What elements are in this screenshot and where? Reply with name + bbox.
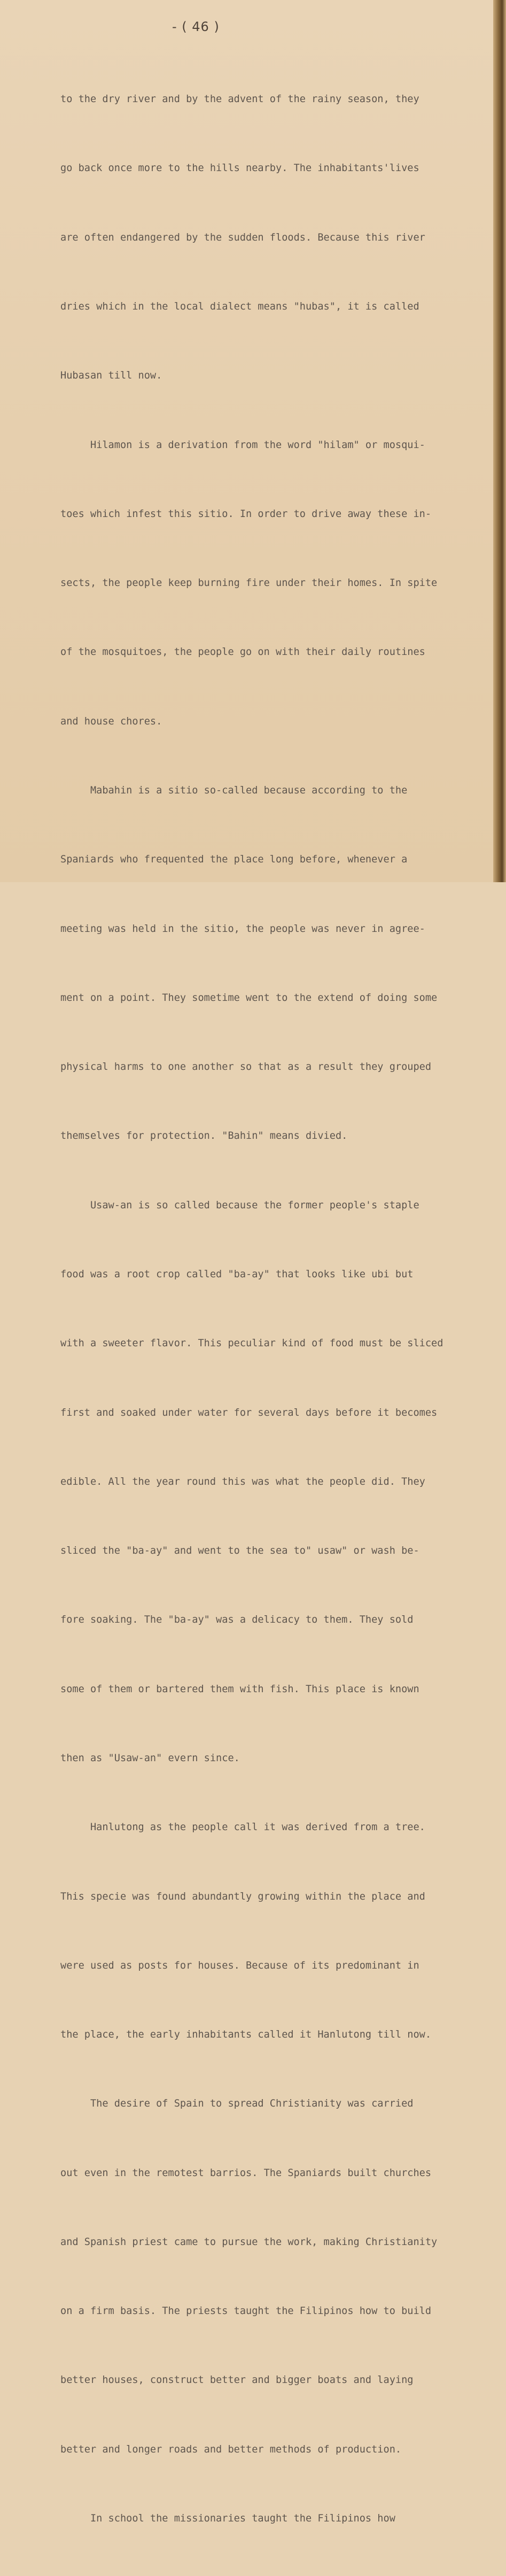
text-line: Spaniards who frequented the place long before, whenever a bbox=[60, 854, 408, 866]
text-line: to the dry river and by the advent of the rainy season, they bbox=[60, 94, 419, 105]
text-line: The desire of Spain to spread Christianity was carried bbox=[60, 2098, 414, 2110]
text-line: physical harms to one another so that as a result they grouped bbox=[60, 1061, 432, 1073]
text-line: themselves for protection. "Bahin" means divied. bbox=[60, 1130, 348, 1142]
text-line: meeting was held in the sitio, the people was never in agree- bbox=[60, 923, 425, 935]
body-text bbox=[60, 42, 499, 2576]
text-line: are often endangered by the sudden floods. Because this river bbox=[60, 232, 425, 243]
text-line: edible. All the year round this was what the people did. They bbox=[60, 1476, 425, 1487]
page-number: - ( 46 ) bbox=[172, 19, 220, 34]
text-line: on a firm basis. The priests taught the Filipinos how to build bbox=[60, 2305, 432, 2317]
text-line: go back once more to the hills nearby. The inhabitants'lives bbox=[60, 163, 419, 174]
text-line: the place, the early inhabitants called it Hanlutong till now. bbox=[60, 2029, 432, 2041]
text-line: better and longer roads and better methods of production. bbox=[60, 2443, 402, 2455]
text-line: better houses, construct better and bigger boats and laying bbox=[60, 2374, 414, 2386]
text-line: This specie was found abundantly growing within the place and bbox=[60, 1891, 425, 1902]
text-line: Usaw-an is so called because the former people's staple bbox=[60, 1199, 419, 1211]
text-line: first and soaked under water for several days before it becomes bbox=[60, 1407, 438, 1418]
text-line: with a sweeter flavor. This peculiar kind of food must be sliced bbox=[60, 1338, 443, 1349]
text-line: food was a root crop called "ba-ay" that looks like ubi but bbox=[60, 1268, 414, 1280]
text-line: and house chores. bbox=[60, 715, 162, 727]
text-line: fore soaking. The "ba-ay" was a delicacy to them. They sold bbox=[60, 1614, 414, 1626]
text-line: Hanlutong as the people call it was derived from a tree. bbox=[60, 1822, 425, 1833]
text-line: were used as posts for houses. Because of its predominant in bbox=[60, 1960, 419, 1971]
text-line: Hilamon is a derivation from the word "hilam" or mosqui- bbox=[60, 439, 425, 451]
text-line: sects, the people keep burning fire under their homes. In spite bbox=[60, 577, 438, 589]
text-line: out even in the remotest barrios. The Spaniards built churches bbox=[60, 2167, 432, 2179]
text-line: In school the missionaries taught the Filipinos how bbox=[60, 2513, 395, 2525]
text-line: Hubasan till now. bbox=[60, 370, 162, 382]
text-line: some of them or bartered them with fish. This place is known bbox=[60, 1683, 419, 1695]
text-line: then as "Usaw-an" evern since. bbox=[60, 1752, 240, 1764]
text-line: and Spanish priest came to pursue the work, making Christianity bbox=[60, 2236, 438, 2248]
text-line: toes which infest this sitio. In order to drive away these in- bbox=[60, 508, 432, 520]
text-line: Mabahin is a sitio so-called because according to the bbox=[60, 785, 408, 796]
text-line: of the mosquitoes, the people go on with their daily routines bbox=[60, 646, 425, 658]
text-line: ment on a point. They sometime went to the extend of doing some bbox=[60, 992, 438, 1004]
text-line: sliced the "ba-ay" and went to the sea to" usaw" or wash be- bbox=[60, 1545, 419, 1557]
page-binding-edge bbox=[493, 0, 506, 882]
text-line: dries which in the local dialect means "hubas", it is called bbox=[60, 301, 419, 313]
